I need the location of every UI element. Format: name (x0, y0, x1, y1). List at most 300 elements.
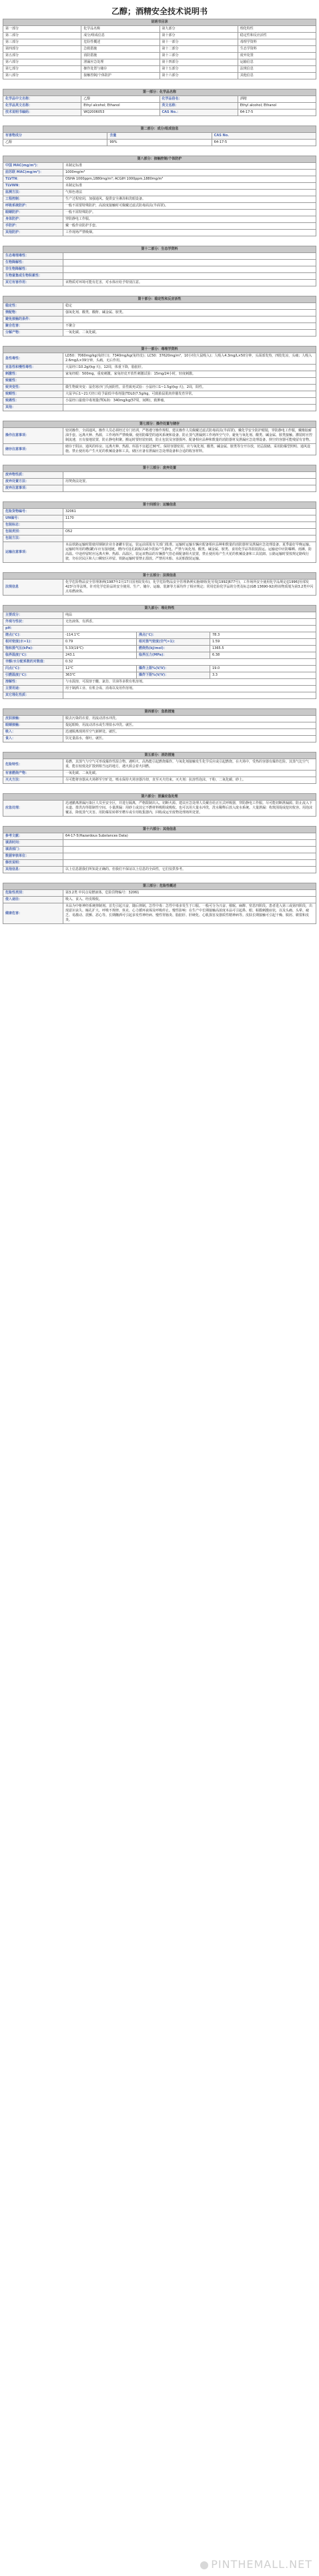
toc-row (3, 26, 316, 33)
field-value (63, 316, 316, 323)
section-13-table (3, 465, 316, 492)
field-value: 乙醇 (81, 96, 160, 103)
table-row (3, 729, 316, 736)
table-row (3, 398, 316, 405)
field-label: 主要成分： (3, 612, 63, 619)
field-value: 0.32 (63, 659, 316, 666)
toc-cell[interactable]: 成分/组成信息 (81, 33, 160, 39)
field-value: 19.0 (210, 666, 316, 672)
field-value (63, 266, 316, 273)
section-heading: 第七部分：操作处置与储存 (3, 421, 316, 428)
table-row (3, 672, 316, 679)
field-label: 填表时间： (3, 840, 63, 847)
field-label: 沸点(℃)： (137, 632, 210, 639)
field-value: 78.3 (210, 632, 316, 639)
toc-cell[interactable]: 泄漏应急处理 (81, 59, 160, 66)
field-label: 运输注意事项： (3, 542, 63, 563)
toc-cell[interactable]: 废弃处置 (238, 53, 316, 59)
toc-heading: 说明书目录 (3, 19, 316, 26)
table-row (3, 391, 316, 398)
field-value: 储存于阴凉、通风的库房。远离火种、热源。库温不宜超过30℃。保持容器密封。应与氧化剂、酸类、碱金属、胺类等分开存放，切忌混储。采用防爆型照明、通风设施。禁止使用易产生火花的机械设备和工具。储区应备有泄漏应急处理设备和合适的收容材料。 (63, 444, 316, 455)
field-value (63, 840, 316, 847)
field-value (63, 472, 316, 479)
table-row (3, 280, 316, 286)
field-label: 临界温度(℃)： (3, 652, 63, 659)
table-row (3, 666, 316, 672)
watermark-text: PINTHEMALL.NET (211, 2558, 312, 2571)
table-row (3, 639, 316, 646)
table-row (3, 216, 316, 223)
field-value: 5.33(19℃) (63, 646, 137, 652)
table-row (3, 535, 316, 542)
table-row (3, 210, 316, 216)
toc-cell[interactable]: 第八部分 (3, 73, 81, 79)
field-value: 生产过程密闭，加强通风。提供安全淋浴和洗眼设备。 (63, 196, 316, 203)
field-label: 化学品中文名称： (3, 96, 81, 103)
field-label: 呼吸系统防护： (3, 203, 63, 210)
field-value: 密闭操作，全面通风。操作人员必须经过专门培训，严格遵守操作规程。建议操作人员佩戴过滤式防毒面具(半面罩)，戴化学安全防护眼镜，穿防静电工作服，戴橡胶耐油手套。远离火种、热源，工作场所严禁吸烟。使用防爆型的通风系统和设备。防止蒸气泄漏到工作场所空气中。避免与氧化剂、酸类、碱金属、胺类接触。灌装时应控制流速，且有接地装置，防止静电积聚。搬运时要轻装轻卸，防止包装及容器损坏。配备相应品种和数量的消防器材及泄漏应急处理设备。倒空的容器可能残留有害物。 (63, 428, 316, 444)
field-value: 强氧化剂、酸类、酸酐、碱金属、胺类。 (63, 310, 316, 316)
field-value: 本品为中枢神经系统抑制剂。首先引起兴奋，随后抑制。急性中毒：急性中毒多发生于口服。一般可分为兴奋、催眠、麻醉、窒息四阶段。患者进入第三或第四阶段，出现意识丧失、瞳孔扩大、呼吸不规律、休克、心力循环衰竭及呼吸停止。慢性影响：在生产中长期接触高浓度本品可引起鼻、眼、粘膜刺激症状，以及头痛、头晕、疲乏、易激动、震颤、恶心等。长期酗酒可引起多发性神经病、慢性胃肠炎、脂肪肝、肝硬化、心肌损害及器质性精神病等。皮肤长期接触可引起干燥、脱屑、皲裂和皮炎。 (63, 903, 316, 924)
page-title: 乙醇；酒精安全技术说明书 (111, 7, 208, 16)
field-label: 灭火方法： (3, 777, 63, 784)
toc-cell[interactable]: 急救措施 (81, 46, 160, 53)
field-value (63, 378, 316, 385)
field-label: 废弃注意事项： (3, 485, 63, 492)
field-value (63, 522, 316, 529)
field-value: 大鼠经口10.2g/(kg·天)，12周，体重下降，脂肪肝。 (63, 365, 316, 371)
field-value: 363℃ (63, 672, 137, 679)
field-label: 爆炸下限%(V/V)： (137, 672, 210, 679)
table-row (3, 897, 316, 903)
field-label: 监测方法： (3, 190, 63, 196)
section-heading: 第十六部分：其他信息 (3, 827, 316, 833)
toc-cell[interactable]: 法规信息 (238, 66, 316, 73)
field-value: 32061 (63, 509, 316, 515)
field-label: TLVWN： (3, 183, 63, 190)
field-value: 一氧化碳、二氧化碳。 (63, 771, 316, 777)
field-label: 生物富集或生物积累性： (3, 273, 63, 280)
field-value: O52 (63, 529, 316, 535)
field-value: 243.1 (63, 652, 137, 659)
watermark (200, 2558, 312, 2571)
field-value: 12℃ (63, 666, 137, 672)
table-row (3, 626, 316, 632)
field-value: 6.38 (210, 652, 316, 659)
field-label: 有害燃烧产物： (3, 771, 63, 777)
toc-cell[interactable]: 危险性概述 (81, 39, 160, 46)
section-heading: 第五部分：消防措施 (3, 753, 316, 759)
field-label: 溶解性： (3, 679, 63, 686)
field-label: 外观与性状： (3, 619, 63, 626)
table-row (3, 771, 316, 777)
table-row (3, 103, 316, 110)
field-value: 0.79 (63, 639, 137, 646)
table-row (3, 444, 316, 455)
table-row (3, 303, 316, 310)
field-value: 本品铁路运输时限使用钢制企业自备罐车装运，装运前需报有关部门批准。运输时运输车辆应配备相应品种和数量的消防器材及泄漏应急处理设备。夏季最好早晚运输。运输时所用的槽(罐)车应有接地链，槽内可设孔隔板以减少震荡产生静电。严禁与氧化剂、酸类、碱金属、胺类、食用化学品等混装混运。运输途中应防曝晒、雨淋，防高温。中途停留时应远离火种、热源、高温区。装运该物品的车辆排气管必须配备阻火装置，禁止使用易产生火花的机械设备和工具装卸。公路运输时要按规定路线行驶，勿在居民区和人口稠密区停留。铁路运输时要禁止溜放。严禁用木船、水泥船散装运输。 (63, 542, 316, 563)
toc-cell[interactable]: 生态学资料 (238, 46, 316, 53)
field-label: 燃烧热(kJ/mol)： (137, 646, 210, 652)
field-label: 吸入： (3, 729, 63, 736)
section-15-table (3, 572, 316, 596)
table-row (3, 847, 316, 853)
field-value: 该物质对环境可能有危害，对水体应给予特别注意。 (63, 280, 316, 286)
field-label: 技术说明书编码： (3, 110, 81, 116)
field-label: 生物降解性： (3, 260, 63, 266)
field-label: 包装方法： (3, 535, 63, 542)
table-row (3, 485, 316, 492)
field-label: 熔点(℃)： (3, 632, 63, 639)
toc-cell[interactable]: 第六部分 (3, 59, 81, 66)
table-row (3, 183, 316, 190)
toc-cell[interactable]: 第十五部分 (160, 66, 238, 73)
toc-row (3, 73, 316, 79)
table-row (3, 203, 316, 210)
field-label: 眼睛防护： (3, 210, 63, 216)
field-value: Ethyl alcohol; Ethanol (81, 103, 160, 110)
table-row (3, 110, 316, 116)
table-row (3, 722, 316, 729)
field-value: 1170 (63, 515, 316, 522)
field-label: 生态毒理毒性： (3, 253, 63, 260)
field-label: 相对蒸气密度(空气=1)： (137, 639, 210, 646)
field-value: 用焚烧法处置。 (63, 479, 316, 485)
field-label: 化学品英文名称： (3, 103, 81, 110)
toc-row (3, 59, 316, 66)
field-value: 一般不需特殊防护。 (63, 210, 316, 216)
field-label: 危险货物编号： (3, 509, 63, 515)
table-row (3, 515, 316, 522)
field-value: 3.3 (210, 672, 316, 679)
section-heading: 第十五部分：法规信息 (3, 573, 316, 580)
toc-cell[interactable]: 第三部分 (3, 39, 81, 46)
toc-cell[interactable]: 操作处置与储存 (81, 66, 160, 73)
field-label: 其他防护： (3, 230, 63, 236)
field-label: 分解产物： (3, 330, 63, 337)
table-row (3, 176, 316, 183)
field-value: 64-17-5(Hazardous Substances Data) (63, 833, 316, 840)
field-value: 小鼠经口最低中毒剂量(TDL0)：340mg/kg(57周，间断)，致肿瘤。 (63, 398, 316, 405)
table-row (3, 472, 316, 479)
table-row (3, 860, 316, 867)
table-cell: 乙醇 (3, 140, 107, 146)
section-7-table (3, 421, 316, 455)
field-label: 侵入途径： (3, 897, 63, 903)
field-value: -114.1℃ (63, 632, 137, 639)
field-label: 临界压力(MPa)： (137, 652, 210, 659)
field-value: 一氧化碳、二氧化碳。 (63, 330, 316, 337)
table-row (3, 378, 316, 385)
section-8-table (3, 156, 316, 236)
section-14-table (3, 501, 316, 563)
field-label: 饱和蒸气压(kPa)： (3, 646, 63, 652)
toc-cell[interactable]: 稳定性和反应活性 (238, 33, 316, 39)
field-label: 致突变性： (3, 385, 63, 391)
field-value (63, 692, 316, 699)
field-value: 化学危险物品安全管理条例(1987年2月17日国务院发布)，化学危险物品安全管理条例实施细则(化劳发[1992]677号)，工作场所安全使用化学品规定([1996]劳部发423号)等法规，针对化学危险品的安全使用、生产、储存、运输、装卸等方面均作了相应规定；常用危险化学品的分类及标志(GB 13690-92)将该物质划为第3.2类中闪点易燃液体。 (63, 580, 316, 596)
field-label: 眼睛接触： (3, 722, 63, 729)
section-heading: 第三部分：危险性概述 (3, 883, 316, 890)
table-row (3, 646, 316, 652)
field-label: 致敏性： (3, 378, 63, 385)
table-cell: 99% (107, 140, 212, 146)
table-row (3, 686, 316, 692)
section-10-table (3, 296, 316, 337)
field-value: 第3.2类 中闪点易燃液体。危险货物编号：32061 (63, 890, 316, 897)
table-row (3, 833, 316, 840)
field-value: 易燃，其蒸气与空气可形成爆炸性混合物。遇明火、高热能引起燃烧爆炸。与氧化剂接触发生化学反应或引起燃烧。在火场中，受热的容器有爆炸危险。其蒸气比空气重，能在较低处扩散到相当远的地方，遇火源会着火回燃。 (63, 759, 316, 771)
table-row (3, 542, 316, 563)
field-label: 聚合危害： (3, 323, 63, 330)
field-value: OSHA 1000ppm,1880mg/m³; ACGIH 1000ppm,1880mg/m³ (63, 176, 316, 183)
table-row (3, 479, 316, 485)
table-row (3, 736, 316, 742)
table-row (3, 273, 316, 280)
field-value: 纯品 (63, 612, 316, 619)
toc-cell[interactable]: 理化特性 (238, 26, 316, 33)
field-value: 工作现场严禁吸烟。 (63, 230, 316, 236)
table-row (3, 840, 316, 847)
field-label: 填表部门： (3, 847, 63, 853)
field-value: 64-17-5 (238, 110, 316, 116)
table-row (3, 903, 316, 924)
toc-cell[interactable]: 第七部分 (3, 66, 81, 73)
section-4-table (3, 708, 316, 742)
field-label: 应急处理： (3, 801, 63, 817)
table-row (3, 371, 316, 378)
field-value: 提起眼睑，用流动清水或生理盐水冲洗。就医。 (63, 722, 316, 729)
table-row (3, 853, 316, 860)
column-header: 有害物成分 (3, 133, 107, 140)
table-row (3, 509, 316, 515)
field-value: 不聚合 (63, 323, 316, 330)
table-row (3, 230, 316, 236)
table-row (3, 190, 316, 196)
section-heading: 第十四部分：运输信息 (3, 502, 316, 509)
field-value: 脱去污染的衣着，用流动清水冲洗。 (63, 716, 316, 722)
field-label: 刺激性： (3, 371, 63, 378)
field-label: pH： (3, 626, 63, 632)
field-value: 气相色谱法 (63, 190, 316, 196)
toc-cell[interactable]: 第一部分 (3, 26, 81, 33)
field-label: 操作注意事项： (3, 428, 63, 444)
field-value: Ethyl alcohol; Ethanol (238, 103, 316, 110)
field-label: 工程控制： (3, 196, 63, 203)
field-label: 前苏联 MAC(mg/m³)： (3, 170, 63, 176)
field-label: 非生物降解性： (3, 266, 63, 273)
table-row (3, 163, 316, 170)
section-12-table (3, 246, 316, 286)
field-value: WQ2006053 (81, 110, 160, 116)
field-label: 亚急性和慢性毒性： (3, 365, 63, 371)
table-row (3, 777, 316, 784)
table-row (3, 632, 316, 639)
toc-row (3, 46, 316, 53)
section-heading: 第九部分：理化特性 (3, 606, 316, 612)
section-heading: 第十三部分：废弃处置 (3, 465, 316, 472)
table-row (3, 801, 316, 817)
toc-row (3, 39, 316, 46)
section-3-table (3, 883, 316, 924)
table-header-row (3, 133, 316, 140)
field-label: 其它有害作用： (3, 280, 63, 286)
field-label: 参考文献： (3, 833, 63, 840)
table-row (3, 529, 316, 535)
table-row (3, 266, 316, 273)
toc-cell[interactable]: 第十二部分 (160, 46, 238, 53)
table-row (3, 405, 316, 411)
table-row (3, 679, 316, 686)
field-value: 与水混溶，可混溶于醚、氯仿、甘油等多数有机溶剂。 (63, 679, 316, 686)
field-value: 饮足量温水，催吐。就医。 (63, 736, 316, 742)
field-label: 包装标志： (3, 522, 63, 529)
field-label: 身体防护： (3, 216, 63, 223)
section-2-table (3, 126, 316, 146)
toc-cell[interactable]: 第十三部分 (160, 53, 238, 59)
toc-cell[interactable]: 化学品名称 (81, 26, 160, 33)
field-label: 引燃温度(℃)： (3, 672, 63, 679)
field-value (63, 847, 316, 853)
field-label: 中国 MAC(mg/m³)： (3, 163, 63, 170)
field-label: 废弃处置方法： (3, 479, 63, 485)
table-row (3, 310, 316, 316)
section-6-table (3, 793, 316, 817)
table-row (3, 96, 316, 103)
field-value: 吸入、食入、经皮吸收。 (63, 897, 316, 903)
field-label: 闪点(℃)： (3, 666, 63, 672)
table-row (3, 428, 316, 444)
toc-cell[interactable]: 毒理学资料 (238, 39, 316, 46)
section-heading: 第六部分：泄漏应急处理 (3, 794, 316, 801)
field-value: 迅速撤离泄漏污染区人员至安全区，并进行隔离，严格限制出入。切断火源。建议应急处理人员戴自给正压式呼吸器，穿防静电工作服。尽可能切断泄漏源。防止流入下水道、排洪沟等限制性空间。小量泄漏：用砂土或其它不燃材料吸附或吸收。也可以用大量水冲洗，洗水稀释后放入废水系统。大量泄漏：构筑围堤或挖坑收容。用泡沫覆盖，降低蒸气灾害。用防爆泵转移至槽车或专用收集器内，回收或运至废物处理场所处置。 (63, 801, 316, 817)
field-label: 致癌性： (3, 398, 63, 405)
field-value: 尽可能将容器从火场移至空旷处。喷水保持火场容器冷却，直至灭火结束。灭火剂：抗溶性泡沫、干粉、二氧化碳、砂土。 (63, 777, 316, 784)
toc-cell[interactable]: 运输信息 (238, 59, 316, 66)
table-row (3, 353, 316, 365)
field-label: 禁配物： (3, 310, 63, 316)
toc-cell[interactable]: 消防措施 (81, 53, 160, 59)
toc-cell[interactable]: 其他信息 (238, 73, 316, 79)
table-row (3, 867, 316, 873)
table-row (3, 170, 316, 176)
field-value (63, 853, 316, 860)
table-row (3, 365, 316, 371)
column-header: CAS No. (212, 133, 316, 140)
table-row (3, 619, 316, 626)
field-label: 避免接触的条件： (3, 316, 63, 323)
table-row (3, 522, 316, 529)
field-value: 戴一般作业防护手套。 (63, 223, 316, 230)
table-row (3, 260, 316, 266)
field-value: LD50：7060mg/kg(兔经口)；7340mg/kg(兔经皮)；LC50：37620mg/m³，10小时(大鼠吸入)；人吸入4.3mg/L×50分钟，头面部发热，四肢发凉，头痛；人吸入2.6mg/L×39分钟，头痛，无后作用。 (63, 353, 316, 365)
table-row (3, 759, 316, 771)
field-label: 食入： (3, 736, 63, 742)
field-label: UN编号： (3, 515, 63, 522)
field-label: 包装类别： (3, 529, 63, 535)
field-label: 皮肤接触： (3, 716, 63, 722)
field-value: 1365.5 (210, 646, 316, 652)
table-row (3, 580, 316, 596)
pin-icon (200, 2561, 208, 2569)
table-row (3, 659, 316, 666)
table-row (3, 253, 316, 260)
section-heading: 第二部分：成分/组成信息 (3, 126, 316, 133)
field-label: CAS No.： (160, 110, 238, 116)
field-value (63, 273, 316, 280)
toc-cell[interactable]: 第十四部分 (160, 59, 238, 66)
field-value: 用于制酒工业、有机合成、消毒以及用作溶剂。 (63, 686, 316, 692)
field-label: 危险性类别： (3, 890, 63, 897)
field-value: 家兔经眼：500mg，重度刺激。家兔经皮开放性刺激试验：15mg/24小时，轻度刺激。 (63, 371, 316, 378)
field-value: 微生物致突变：鼠伤寒沙门氏菌阴性。显性致死试验：小鼠经口1~1.5g/(kg·天)，2周，阳性。 (63, 385, 316, 391)
toc-cell[interactable]: 第十六部分 (160, 73, 238, 79)
field-label: 相对密度(水=1)： (3, 639, 63, 646)
section-11-table (3, 346, 316, 411)
table-row (3, 196, 316, 203)
table-row (3, 890, 316, 897)
field-label: 法规信息 (3, 580, 63, 596)
toc-cell[interactable]: 接触控制/个体防护 (81, 73, 160, 79)
field-label: 健康危害： (3, 903, 63, 924)
field-label: 辛醇/水分配系数的对数值： (3, 659, 63, 666)
section-heading: 第一部分：化学品名称 (3, 89, 316, 96)
field-label: 废弃物性质： (3, 472, 63, 479)
section-heading: 第十部分：稳定性和反应活性 (3, 296, 316, 303)
section-heading: 第四部分：急救措施 (3, 709, 316, 716)
field-label: 危险特性： (3, 759, 63, 771)
table-cell: 64-17-5 (212, 140, 316, 146)
field-label: 其它理化性质： (3, 692, 63, 699)
toc-cell[interactable]: 第十部分 (160, 33, 238, 39)
toc-cell[interactable]: 第五部分 (3, 53, 81, 59)
table-row (3, 692, 316, 699)
toc-cell[interactable]: 第十一部分 (160, 39, 238, 46)
field-label: 英文名称： (160, 103, 238, 110)
field-value (63, 405, 316, 411)
field-value (63, 485, 316, 492)
table-row (3, 716, 316, 722)
field-value (63, 260, 316, 266)
field-value: 稳定 (63, 303, 316, 310)
field-value: 无色液体，有酒香。 (63, 619, 316, 626)
section-5-table (3, 752, 316, 784)
field-label: 储存注意事项： (3, 444, 63, 455)
field-label: 稳定性： (3, 303, 63, 310)
field-label: 数据审核单位： (3, 853, 63, 860)
toc-cell[interactable]: 第四部分 (3, 46, 81, 53)
toc-cell[interactable]: 第九部分 (160, 26, 238, 33)
field-label: 化学品俗名： (160, 96, 238, 103)
field-label: 主要用途： (3, 686, 63, 692)
field-value (63, 253, 316, 260)
section-16-table (3, 826, 316, 873)
field-label: 其他： (3, 405, 63, 411)
field-label: TLVTN： (3, 176, 63, 183)
field-label: 致畸性： (3, 391, 63, 398)
field-value: 酒精 (238, 96, 316, 103)
column-header: 含量 (107, 133, 212, 140)
field-value: 未制定标准 (63, 183, 316, 190)
field-value: 1.59 (210, 639, 316, 646)
field-value: 一般不需要特殊防护，高浓度接触时可佩戴过滤式防毒面具(半面罩)。 (63, 203, 316, 210)
toc-cell[interactable]: 第二部分 (3, 33, 81, 39)
table-row (3, 385, 316, 391)
field-value (63, 626, 316, 632)
table-row (3, 323, 316, 330)
toc-row (3, 33, 316, 39)
field-value: 未制定标准 (63, 163, 316, 170)
